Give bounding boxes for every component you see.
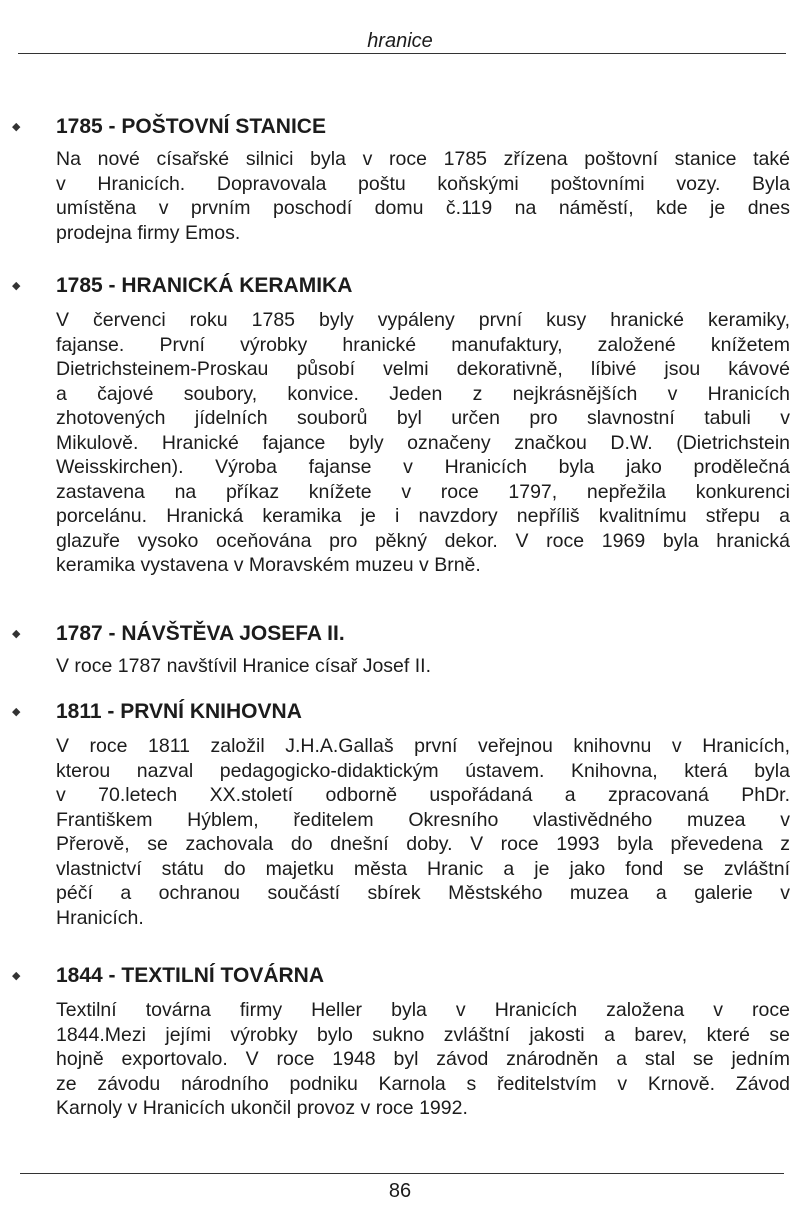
text-line: zhotovených jídelních souborů byl určen pro slavnostní tabuli v — [56, 407, 790, 429]
text-line: ze závodu národního podniku Karnola s ředitelstvím v Krnově. Závod — [56, 1072, 790, 1095]
bullet-icon: ◆ — [12, 628, 21, 640]
text-line: prodejna firmy Emos. — [56, 221, 241, 244]
bullet-icon: ◆ — [12, 121, 21, 133]
text-line: Na nové císařské silnici byla v roce 1785 zřízena poštovní stanice také — [56, 148, 790, 170]
section-heading: 1785 - POŠTOVNÍ STANICE — [56, 115, 326, 138]
section-body — [56, 308, 790, 578]
text-line: Weisskirchen). Výroba fajanse v Hranicích byla jako prodělečná — [56, 456, 790, 478]
section-body — [56, 998, 790, 1121]
text-line: Textilní továrna firmy Heller byla v Hranicích založena v roce — [56, 999, 790, 1021]
section-body — [56, 734, 790, 930]
text-line: v 70.letech XX.století odborně uspořádaná a zpracovaná PhDr. — [56, 784, 790, 806]
text-line: Mikulově. Hranické fajance byly označeny značkou D.W. (Dietrichstein — [56, 431, 790, 454]
text-line: Hranicích. — [56, 906, 144, 929]
text-line: Františkem Hýblem, ředitelem Okresního vlastivědného muzea v — [56, 808, 790, 831]
text-line: v Hranicích. Dopravovala poštu koňskými poštovními vozy. Byla — [56, 172, 790, 195]
page-header-title: hranice — [367, 30, 433, 52]
text-line: fajanse. První výrobky hranické manufaktury, založené knížetem — [56, 333, 790, 356]
header-divider — [18, 53, 786, 54]
text-line: keramika vystavena v Moravském muzeu v Brně. — [56, 554, 481, 576]
text-line: kterou nazval pedagogicko-didaktickým ústavem. Knihovna, která byla — [56, 759, 790, 782]
text-line: zastavena na příkaz knížete v roce 1797, nepřežila konkurenci — [56, 480, 790, 503]
bullet-icon: ◆ — [12, 970, 21, 982]
text-line: umístěna v prvním poschodí domu č.119 na náměstí, kde je dnes — [56, 197, 790, 219]
text-line: a čajové soubory, konvice. Jeden z nejkrásnějších v Hranicích — [56, 382, 790, 405]
page-number: 86 — [388, 1180, 412, 1202]
text-line: porcelánu. Hranická keramika je i navzdory nepříliš kvalitnímu střepu a — [56, 505, 790, 527]
section-heading: 1844 - TEXTILNÍ TOVÁRNA — [56, 964, 324, 987]
text-line: V roce 1811 založil J.H.A.Gallaš první veřejnou knihovnu v Hranicích, — [56, 735, 790, 757]
text-line: Karnoly v Hranicích ukončil provoz v roce 1992. — [56, 1097, 468, 1119]
section-heading: 1785 - HRANICKÁ KERAMIKA — [56, 274, 353, 297]
text-line: V červenci roku 1785 byly vypáleny první kusy hranické keramiky, — [56, 309, 790, 331]
section-heading: 1811 - PRVNÍ KNIHOVNA — [56, 700, 302, 723]
section-heading: 1787 - NÁVŠTĚVA JOSEFA II. — [56, 622, 345, 645]
text-line: 1844.Mezi jejími výrobky bylo sukno zvláštní jakosti a barev, které se — [56, 1023, 790, 1046]
text-line: V roce 1787 navštívil Hranice císař Josef II. — [56, 655, 431, 677]
section-body — [56, 147, 790, 245]
text-line: hojně exportovalo. V roce 1948 byl závod znárodněn a stal se jedním — [56, 1048, 790, 1070]
text-line: Přerově, se zachovala do dnešní doby. V roce 1993 byla převedena z — [56, 833, 790, 855]
bullet-icon: ◆ — [12, 280, 21, 292]
text-line: Dietrichsteinem-Proskau působí velmi dekorativně, líbivé jsou kávové — [56, 358, 790, 380]
bullet-icon: ◆ — [12, 706, 21, 718]
footer-divider — [20, 1173, 784, 1174]
text-line: péčí a ochranou součástí sbírek Městského muzea a galerie v — [56, 882, 790, 904]
section-body — [56, 654, 790, 679]
text-line: glazuře vysoko oceňována pro pěkný dekor. V roce 1969 byla hranická — [56, 529, 790, 552]
text-line: vlastnictví státu do majetku města Hranic a je jako fond se zvláštní — [56, 857, 790, 880]
